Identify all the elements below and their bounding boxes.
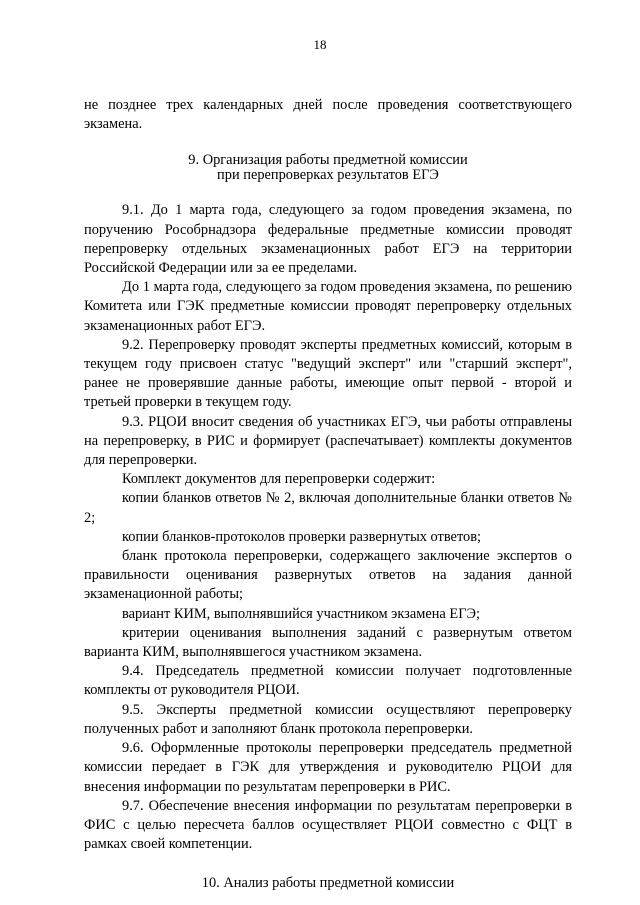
paragraph-9-7: 9.7. Обеспечение внесения информации по результатам перепроверки в ФИС с целью пересчета баллов осуществляет РЦОИ совместно с ФЦТ в рамках своей компетенции. <box>84 797 572 853</box>
page-number: 18 <box>313 37 327 52</box>
paragraph-9-4: 9.4. Председатель предметной комиссии получает подготовленные комплекты от руководителя РЦОИ. <box>84 663 572 699</box>
paragraph-9-1-committee: До 1 марта года, следующего за годом проведения экзамена, по решению Комитета или ГЭК предметные комиссии проводят перепроверку отдельных экзаменационных работ ЕГЭ. <box>84 279 572 334</box>
list-item-protocol-copies: копии бланков-протоколов проверки развернутых ответов; <box>122 528 482 545</box>
paragraph-9-1: 9.1. До 1 марта года, следующего за годом проведения экзамена, по поручению Рособрнадзора федеральные предметные комиссии проводят перепроверку отдельных экзаменационных работ ЕГЭ на территории Российской Федерации или за ее пределами. <box>84 202 572 277</box>
list-item-recheck-protocol: бланк протокола перепроверки, содержащего заключение экспертов о правильности оценивания развернутых ответов на задания данной экзаменационной работы; <box>84 548 572 603</box>
section-9-heading-line-2: при перепроверках результатов ЕГЭ <box>217 167 439 184</box>
paragraph-kit-contents: Комплект документов для перепроверки содержит: <box>122 471 436 488</box>
spacer <box>84 183 572 201</box>
section-9-heading-line-1: 9. Организация работы предметной комиссии <box>188 152 468 169</box>
section-9-heading <box>84 153 572 183</box>
list-item-answer-sheets: копии бланков ответов № 2, включая дополнительные бланки ответов № 2; <box>84 490 572 526</box>
document-body <box>84 96 572 894</box>
paragraph-9-5: 9.5. Эксперты предметной комиссии осуществляют перепроверку полученных работ и заполняют бланк протокола перепроверки. <box>84 701 572 737</box>
paragraph-9-6: 9.6. Оформленные протоколы перепроверки председатель предметной комиссии передает в ГЭК для утверждения и руководителю РЦОИ для внесения информации по результатам перепроверки в РИС. <box>84 740 572 795</box>
paragraph-9-3: 9.3. РЦОИ вносит сведения об участниках ЕГЭ, чьи работы отправлены на перепроверку, в РИС и формирует (распечатывает) комплекты документов для перепроверки. <box>84 413 572 469</box>
section-10-heading: 10. Анализ работы предметной комиссии <box>201 875 455 892</box>
list-item-kim-variant: вариант КИМ, выполнявшийся участником экзамена ЕГЭ; <box>122 605 481 622</box>
paragraph-9-2: 9.2. Перепроверку проводят эксперты предметных комиссий, которым в текущем году присвоен статус "ведущий эксперт" или "старший эксперт", ранее не проверявшие данные работы, имеющие опыт первой - второй и третьей проверки в текущем году. <box>84 336 572 411</box>
spacer <box>84 134 572 153</box>
list-item-criteria: критерии оценивания выполнения заданий с развернутым ответом варианта КИМ, выполнявшегося участником экзамена. <box>84 624 572 661</box>
intro-paragraph: не позднее трех календарных дней после проведения соответствующего экзамена. <box>84 97 572 133</box>
spacer <box>84 854 572 874</box>
